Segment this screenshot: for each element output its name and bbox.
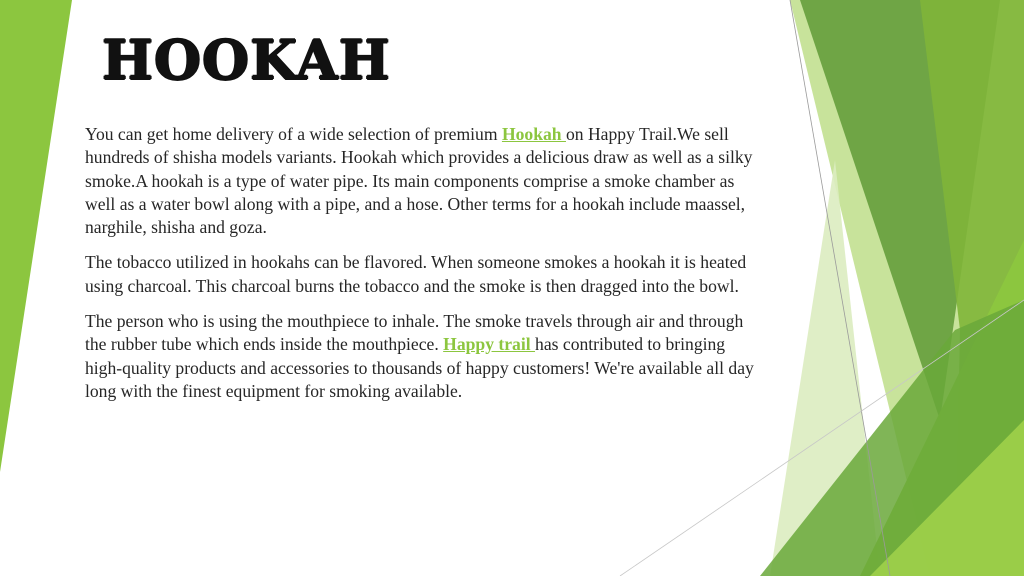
- paragraph-1-text-before: You can get home delivery of a wide selection of premium: [85, 124, 502, 144]
- paragraph-3-text-before: The person who is using the mouthpiece to inhale. The smoke travels through air and through the rubber tube which ends inside the mouthpiece.: [85, 311, 744, 355]
- left-green-wedge: [0, 0, 72, 472]
- paragraph-2: The tobacco utilized in hookahs can be flavored. When someone smokes a hookah it is heated using charcoal. This charcoal burns the tobacco and the smoke is then dragged into the bowl.: [85, 252, 747, 296]
- paragraph-1-text-after: on Happy Trail.We sell hundreds of shisha models variants. Hookah which provides a delicious draw as well as a silky smoke.A hookah is a type of water pipe. Its main components comprise a smoke chamber as well as a water bowl along with a pipe, and a hose. Other terms for a hookah include maassel, narghile, shisha and goza.: [85, 124, 753, 238]
- happy-trail-link[interactable]: Happy trail: [443, 334, 536, 355]
- hookah-link[interactable]: Hookah: [501, 124, 566, 144]
- slide-title: HOOKAH: [102, 28, 391, 92]
- paragraph-1: [85, 123, 765, 239]
- body-text: [85, 123, 765, 415]
- paragraph-3: [85, 310, 765, 403]
- paragraph-3-text-after: has contributed to bringing high-quality products and accessories to thousands of happy customers! We're available all day long with the finest equipment for smoking available.: [85, 334, 754, 401]
